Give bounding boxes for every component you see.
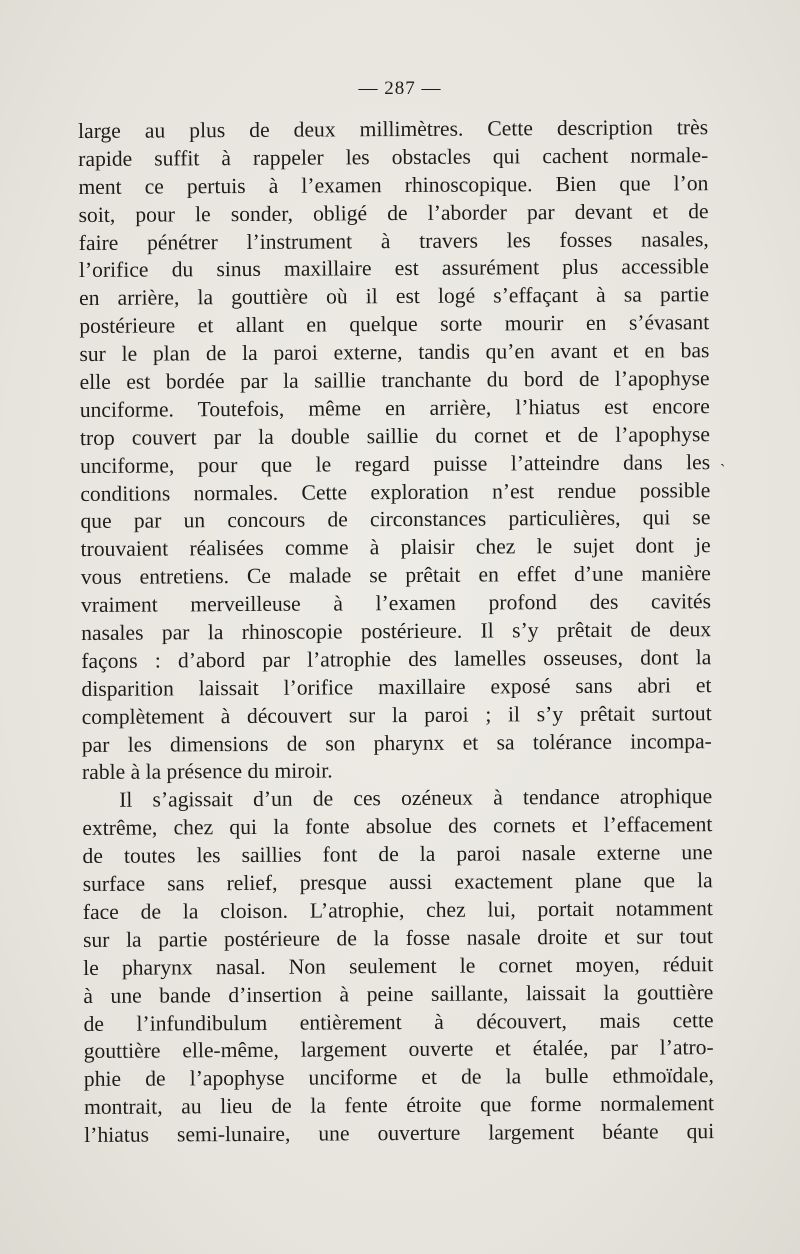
text-line: le pharynx nasal. Non seulement le cornet moyen, réduit (83, 951, 714, 980)
text-line: postérieure et allant en quelque sorte mourir en s’évasant (79, 310, 710, 339)
text-line: trouvaient réalisées comme à plaisir chez le sujet dont je (80, 533, 711, 562)
text-line: sur le plan de la paroi externe, tandis qu’en avant et en bas (79, 338, 710, 367)
body-text (78, 114, 714, 1150)
text-line: gouttière elle-même, largement ouverte et étalée, par l’atro- (83, 1035, 714, 1064)
text-line: conditions normales. Cette exploration n’est rendue possible (80, 477, 711, 506)
text-line: vous entretiens. Ce malade se prêtait en effet d’une manière (80, 561, 711, 590)
text-line: phie de l’apophyse unciforme et de la bulle ethmoïdale, (83, 1063, 714, 1092)
page-number: — 287 — (358, 78, 442, 99)
text-line: face de la cloison. L’atrophie, chez lui, portait notamment (82, 896, 713, 924)
text-line: nasales par la rhinoscopie postérieure. Il s’y prêtait de deux (81, 617, 712, 646)
text-line: rapide suffit à rappeler les obstacles qui cachent normale- (78, 143, 709, 171)
text-line: surface sans relief, presque aussi exactement plane que la (82, 868, 713, 897)
text-line: l’orifice du sinus maxillaire est assurément plus accessible (78, 254, 709, 283)
text-line: faire pénétrer l’instrument à travers les fosses nasales, (78, 226, 709, 255)
margin-mark: ` (720, 462, 726, 479)
text-line: elle est bordée par la saillie tranchante du bord de l’apophyse (79, 366, 710, 395)
text-line: extrême, chez qui la fonte absolue des cornets et l’effacement (82, 812, 713, 841)
text-line: en arrière, la gouttière où il est logé s’effaçant à sa partie (79, 282, 710, 311)
text-line: complètement à découvert sur la paroi ; il s’y prêtait surtout (81, 700, 712, 729)
text-line: façons : d’abord par l’atrophie des lamelles osseuses, dont la (81, 645, 712, 673)
text-line: Il s’agissait d’un de ces ozéneux à tendance atrophique (119, 784, 713, 813)
text-line: que par un concours de circonstances particulières, qui se (80, 505, 711, 534)
text-line: l’hiatus semi-lunaire, une ouverture largement béante qui (84, 1119, 715, 1148)
text-line: soit, pour le sonder, obligé de l’aborder par devant et de (78, 198, 709, 227)
text-line: montrait, au lieu de la fente étroite que forme normalement (83, 1091, 715, 1120)
paragraph-2 (82, 784, 714, 1150)
text-line: unciforme, pour que le regard puisse l’atteindre dans les (80, 449, 711, 478)
text-line: de toutes les saillies font de la paroi nasale externe une (82, 840, 713, 869)
text-line: disparition laissait l’orifice maxillaire exposé sans abri et (81, 672, 712, 701)
text-line: à une bande d’insertion à peine saillante, laissait la gouttière (83, 979, 714, 1008)
text-line: de l’infundibulum entièrement à découvert, mais cette (83, 1007, 714, 1036)
text-line: vraiment merveilleuse à l’examen profond des cavités (80, 589, 712, 618)
text-line: large au plus de deux millimètres. Cette description très (78, 115, 709, 143)
text-line: rable à la présence du miroir. (81, 758, 333, 785)
text-line: sur la partie postérieure de la fosse nasale droite et sur tout (82, 923, 714, 952)
text-line: trop couvert par la double saillie du cornet et de l’apophyse (79, 421, 711, 450)
text-line: unciforme. Toutefois, même en arrière, l’hiatus est encore (79, 394, 710, 422)
text-line: ment ce pertuis à l’examen rhinoscopique. Bien que l’on (78, 170, 709, 199)
text-line: par les dimensions de son pharynx et sa tolérance incompa- (81, 728, 712, 757)
paragraph-1 (78, 114, 712, 787)
